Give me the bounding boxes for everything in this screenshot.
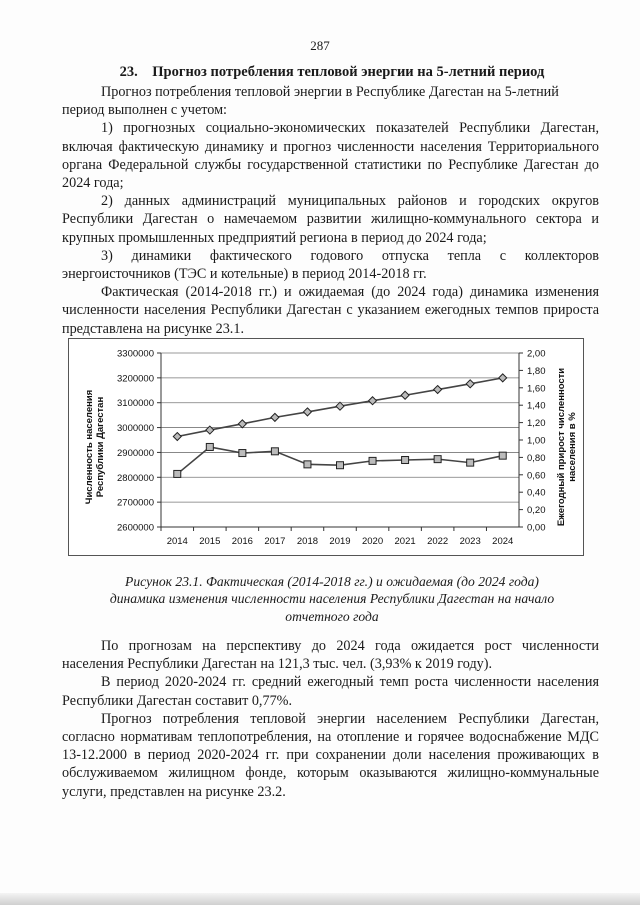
x-tick-label: 2022 [427,536,449,547]
x-tick-label: 2018 [296,536,319,547]
paragraph: 2) данных администраций муниципальных районов и городских округов Республики Дагестан о намечаемом развитии жилищно-коммунального сектора и крупных промышленных предприятий региона в период до 2024 года; [62,193,599,246]
x-tick-label: 2023 [459,536,481,547]
y-right-tick-label: 1,80 [527,365,546,377]
x-tick-label: 2024 [492,536,514,547]
section-number: 23. [119,64,138,80]
growth-point [206,443,213,450]
paragraph: Прогноз потребления тепловой энергии в Республике Дагестан на 5-летний [101,84,559,100]
y-right-tick-label: 0,60 [527,470,546,482]
y-left-tick-label: 2900000 [117,447,154,459]
series-line-2 [177,447,502,474]
population-point [466,380,474,388]
y-left-tick-label: 3200000 [117,373,154,385]
growth-point [467,459,474,466]
x-tick-label: 2015 [199,536,221,547]
growth-point [499,452,506,459]
caption-line: динамика изменения численности населения Республики Дагестан на начало [109,591,555,607]
paragraph: Фактическая (2014-2018 гг.) и ожидаемая (до 2024 года) динамика изменения численности населения Республики Дагестан с указанием ежегодных темпов прироста представлена на рисунке 23.1. [62,284,599,337]
y-right-tick-label: 2,00 [527,348,546,360]
y-left-tick-label: 3000000 [117,423,154,435]
paragraph: Прогноз потребления тепловой энергии населением Республики Дагестан, согласно нормативам теплопотребления, на отопление и горячее водоснабжение МДС 13-12.2000 в период 2020-2024 гг. при сохранении доли населения проживающих в обслуживаемом жилищном фонде, которым оказываются жилищно-коммунальные услуги, представлен на рисунке 23.2. [62,710,599,800]
page-number: 287 [310,38,330,53]
section-heading [62,64,602,81]
forecast-text [62,637,599,801]
chart-svg [69,339,583,555]
x-tick-label: 2017 [264,536,286,547]
y-right-tick-label: 1,00 [527,435,546,447]
scan-edge [0,893,640,905]
population-point [238,420,246,428]
population-point [271,413,279,421]
growth-point [434,456,441,463]
y-right-tick-label: 0,20 [527,505,546,517]
growth-point [304,461,311,468]
y-axis-left-label-line2: Республики Дагестан [95,396,106,498]
x-tick-label: 2016 [231,536,253,547]
y-axis-right-label-line1: Ежегодный прирост численности [556,367,567,527]
growth-point [369,457,376,464]
growth-point [402,457,409,464]
paragraph: 3) динамики фактического годового отпуска тепла с коллекторов энергоисточников (ТЭС и котельные) в период 2014-2018 гг. [62,247,599,283]
y-left-tick-label: 2700000 [117,497,154,509]
growth-point [239,450,246,457]
chart-axes [157,353,523,531]
growth-point [271,448,278,455]
population-point [434,386,442,394]
y-right-tick-label: 1,20 [527,418,546,430]
paragraph: период выполнен с учетом: [62,102,227,119]
y-left-tick-label: 2600000 [117,522,154,534]
y-right-tick-label: 0,80 [527,452,546,464]
caption-line: отчетного года [285,608,379,624]
y-left-tick-label: 3100000 [117,398,154,410]
population-point [303,408,311,416]
paragraph: По прогнозам на перспективу до 2024 года ожидается рост численности населения Республики Дагестан на 121,3 тыс. чел. (3,93% к 2019 году). [62,638,599,673]
chart-grid [161,353,519,527]
population-point [369,397,377,405]
y-left-tick-label: 3300000 [117,348,154,360]
y-axis-right-label-line2: населения в % [567,412,578,482]
intro-text [62,83,599,338]
growth-point [174,470,181,477]
figure-caption [92,573,572,625]
caption-line: Рисунок 23.1. Фактическая (2014-2018 гг.) и ожидаемая (до 2024 года) [125,574,539,589]
paragraph: В период 2020-2024 гг. средний ежегодный темп роста численности населения Республики Дагестан составит 0,77%. [62,674,599,709]
y-left-tick-label: 2800000 [117,472,154,484]
paragraph: 1) прогнозных социально-экономических показателей Республики Дагестан, включая фактическую динамику и прогноз численности населения Территориального органа Федеральной службы государственной статистики по Республике Дагестан до 2024 года; [62,120,599,192]
population-point [336,402,344,410]
y-right-tick-label: 0,00 [527,522,546,534]
population-point [401,391,409,399]
y-right-tick-label: 1,60 [527,383,546,395]
x-tick-label: 2021 [394,536,416,547]
population-point [173,433,181,441]
y-right-tick-label: 0,40 [527,487,546,499]
population-point [499,374,507,382]
growth-point [337,462,344,469]
section-title: Прогноз потребления тепловой энергии на 5-летний период [152,64,545,80]
y-right-tick-label: 1,40 [527,400,546,412]
x-tick-label: 2020 [361,536,384,547]
chart-series [173,374,506,478]
x-tick-label: 2019 [329,536,351,547]
y-axis-left-label-line1: Численность населения [84,389,95,505]
population-chart [68,338,584,556]
x-tick-label: 2014 [166,536,188,547]
